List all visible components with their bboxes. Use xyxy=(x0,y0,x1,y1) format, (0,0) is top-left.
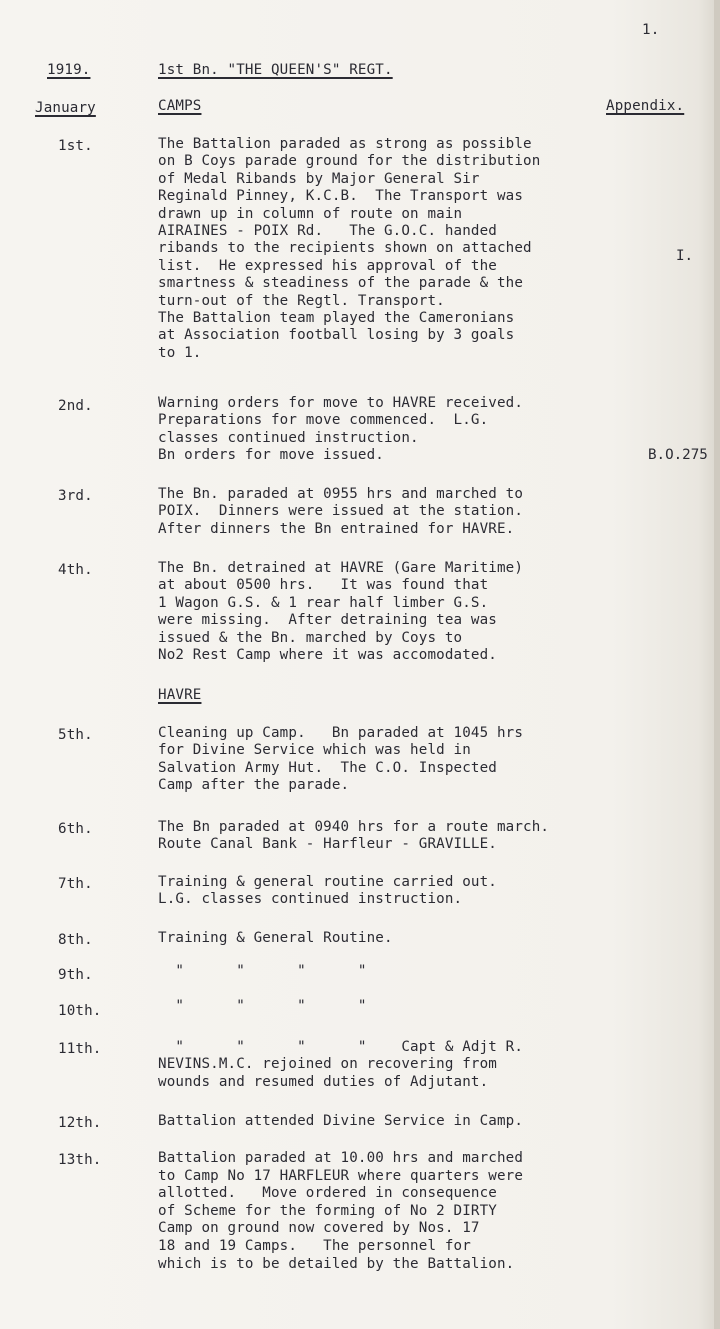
entry-text: The Bn paraded at 0940 hrs for a route march. Route Canal Bank - Harfleur - GRAVILLE. xyxy=(158,819,550,853)
entry-day: 10th. xyxy=(58,1003,102,1019)
entry-day: 13th. xyxy=(58,1152,102,1168)
unit-heading: 1st Bn. "THE QUEEN'S" REGT. xyxy=(158,62,393,78)
appendix-ref: B.O.275 xyxy=(648,447,708,463)
entry-text: Training & General Routine. xyxy=(158,930,393,946)
entry-day: 8th. xyxy=(58,932,93,948)
ditto-marks: " " " " xyxy=(158,963,367,979)
entry-day: 7th. xyxy=(58,876,93,892)
entry-day: 12th. xyxy=(58,1115,102,1131)
entry-day: 6th. xyxy=(58,821,93,837)
entry-text: Cleaning up Camp. Bn paraded at 1045 hrs for Divine Service which was held in Salvation Army Hut. The C.O. Inspected Camp after the parade. xyxy=(158,725,524,794)
section-camps: CAMPS xyxy=(158,98,202,114)
entry-day: 5th. xyxy=(58,727,93,743)
entry-text: Battalion attended Divine Service in Camp. xyxy=(158,1113,524,1129)
entry-text: The Bn. paraded at 0955 hrs and marched to POIX. Dinners were issued at the station. After dinners the Bn entrained for HAVRE. xyxy=(158,486,524,537)
entry-day: 1st. xyxy=(58,138,93,154)
section-havre: HAVRE xyxy=(158,687,202,703)
page-edge-shadow xyxy=(714,0,720,1329)
entry-text: " " " " Capt & Adjt R. NEVINS.M.C. rejoined on recovering from wounds and resumed duties of Adjutant. xyxy=(158,1039,524,1090)
entry-text: The Battalion paraded as strong as possible on B Coys parade ground for the distribution of Medal Ribands by Major General Sir Reginald Pinney, K.C.B. The Transport was drawn up in column of route on main AIRAINES - POIX Rd. The G.O.C. handed ribands to the recipients shown on attached list. He expressed his approval of the smartness & steadiness of the parade & the turn-out of the Regtl. Transport. The Battalion team played the Cameronians at Association football losing by 3 goals to 1. xyxy=(158,136,541,361)
entry-text: Training & general routine carried out. L.G. classes continued instruction. xyxy=(158,874,497,908)
entry-text: The Bn. detrained at HAVRE (Gare Maritime) at about 0500 hrs. It was found that 1 Wagon G.S. & 1 rear half limber G.S. were missing. After detraining tea was issued & the Bn. marched by Coys to No2 Rest Camp where it was accomodated. xyxy=(158,560,524,664)
entry-text: Warning orders for move to HAVRE received. Preparations for move commenced. L.G. classes continued instruction. Bn orders for move issued. xyxy=(158,395,524,464)
entry-day: 2nd. xyxy=(58,398,93,414)
entry-day: 3rd. xyxy=(58,488,93,504)
entry-day: 11th. xyxy=(58,1041,102,1057)
month-heading: January xyxy=(35,100,96,116)
entry-day: 9th. xyxy=(58,967,93,983)
appendix-heading: Appendix. xyxy=(606,98,685,114)
appendix-ref: I. xyxy=(676,248,694,264)
ditto-marks: " " " " xyxy=(158,998,367,1014)
entry-day: 4th. xyxy=(58,562,93,578)
page-number: 1. xyxy=(642,22,660,38)
year-heading: 1919. xyxy=(47,62,91,78)
entry-text: Battalion paraded at 10.00 hrs and marched to Camp No 17 HARFLEUR where quarters were allotted. Move ordered in consequence of Scheme for the forming of No 2 DIRTY Camp on ground now covered by Nos. 17 18 and 19 Camps. The personnel for which is to be detailed by the Battalion. xyxy=(158,1150,524,1272)
